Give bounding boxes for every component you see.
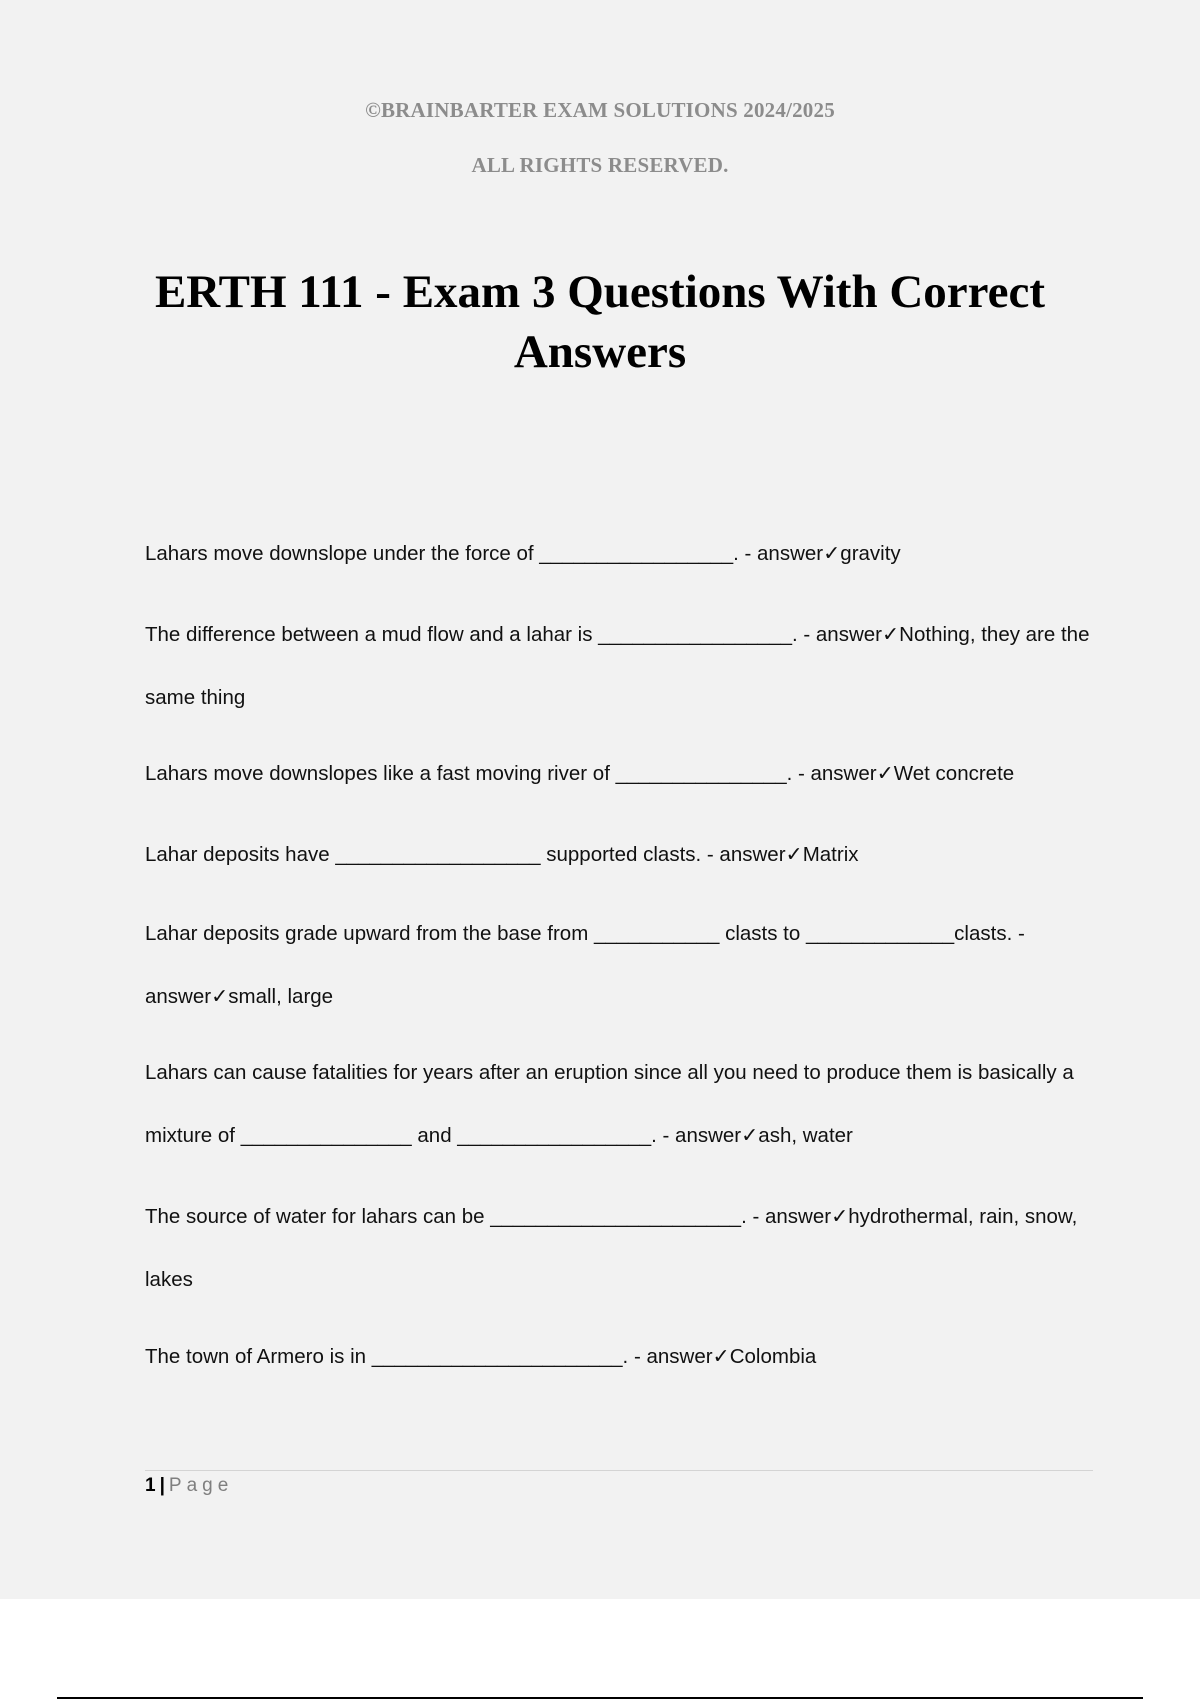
question-6: Lahars can cause fatalities for years after an eruption since all you need to produce them is basically a mixture of _______________ and _________________. - answer✓ash, water xyxy=(145,1061,1074,1147)
title-line-1: ERTH 111 - Exam 3 Questions With Correct xyxy=(154,266,1046,318)
page-number: 1 xyxy=(145,1475,156,1496)
bottom-divider xyxy=(57,1697,1143,1699)
question-1: Lahars move downslope under the force of _________________. - answer✓gravity xyxy=(145,542,901,565)
footer-divider xyxy=(145,1470,1093,1471)
page-label: Page xyxy=(168,1475,234,1496)
question-7: The source of water for lahars can be ______________________. - answer✓hydrothermal, rain, snow, lakes xyxy=(145,1205,1078,1291)
question-2: The difference between a mud flow and a lahar is _________________. - answer✓Nothing, they are the same thing xyxy=(145,623,1090,709)
footer-separator: | xyxy=(159,1475,165,1496)
page-footer xyxy=(145,1475,233,1497)
question-3: Lahars move downslopes like a fast moving river of _______________. - answer✓Wet concrete xyxy=(145,762,1015,785)
question-5: Lahar deposits grade upward from the base from ___________ clasts to _____________clasts. - answer✓small, large xyxy=(145,922,1025,1008)
question-4: Lahar deposits have __________________ supported clasts. - answer✓Matrix xyxy=(145,843,859,866)
title-line-2: Answers xyxy=(513,326,687,378)
question-8: The town of Armero is in ______________________. - answer✓Colombia xyxy=(145,1345,817,1368)
copyright-header: ©BRAINBARTER EXAM SOLUTIONS 2024/2025 xyxy=(365,98,835,122)
rights-reserved-header: ALL RIGHTS RESERVED. xyxy=(471,153,729,177)
document-title xyxy=(100,262,1100,382)
